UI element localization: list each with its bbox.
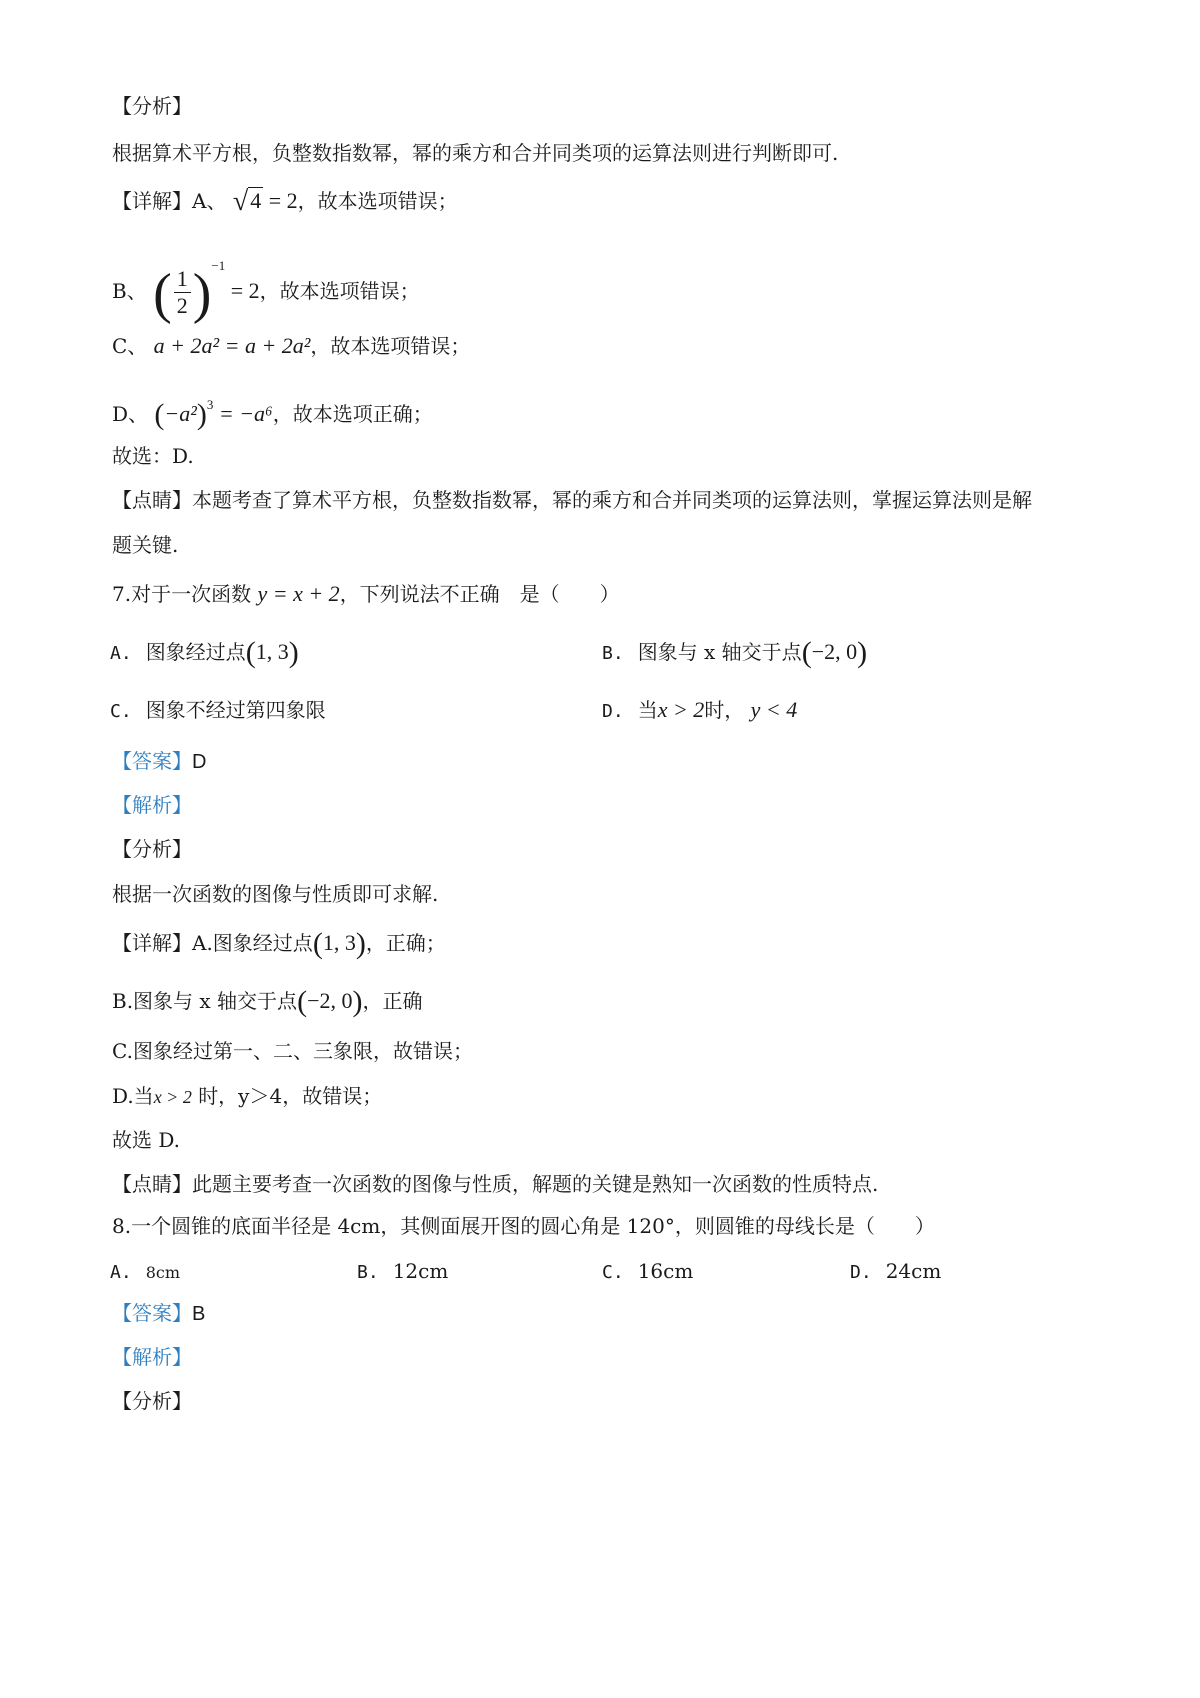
c-expression: a + 2a² = a + 2a² xyxy=(153,333,311,358)
q7-remark: 【点睛】此题主要考查一次函数的图像与性质，解题的关键是熟知一次函数的性质特点. xyxy=(112,1172,879,1196)
q7-detail-d: D.当x > 2 时，y＞4，故错误； xyxy=(112,1084,383,1108)
remark-heading: 【点睛】 xyxy=(112,488,192,512)
q7-detail-c: C.图象经过第一、二、三象限，故错误； xyxy=(112,1039,473,1063)
q7-option-d: D. 当x > 2时， y < 4 xyxy=(602,697,798,722)
q7-detail-b: B.图象与 x 轴交于点(−2, 0)，正确 xyxy=(112,985,423,1018)
detail-heading: 【详解】 xyxy=(112,931,192,955)
detail-a: 【详解】A、 √4 = 2，故本选项错误； xyxy=(112,186,458,217)
q7-analysis-text: 根据一次函数的图像与性质即可求解. xyxy=(112,882,439,906)
detail-b: B、 ( $\frac{1}{2}$ )$^{-1}$ = 2，故本选项错误； xyxy=(112,258,420,325)
q8-option-b: B. 12cm xyxy=(357,1259,449,1283)
answer-heading: 【答案】 xyxy=(112,1301,192,1325)
q8-explanation-heading: 【解析】 xyxy=(112,1345,192,1369)
q8-answer xyxy=(112,1299,205,1328)
q7-analysis-heading: 【分析】 xyxy=(112,837,192,861)
q7-detail-a: 【详解】A.图象经过点(1, 3)，正确； xyxy=(112,927,446,960)
answer-value: B xyxy=(192,1303,206,1325)
q7-option-a: A. 图象经过点(1, 3) xyxy=(110,636,299,669)
detail-c: C、 a + 2a² = a + 2a²，故本选项错误； xyxy=(112,333,471,358)
q7-option-c: C. 图象不经过第四象限 xyxy=(110,698,326,722)
detail-heading: 【详解】 xyxy=(112,189,192,213)
remark-heading: 【点睛】 xyxy=(112,1172,192,1196)
q7-option-b: B. 图象与 x 轴交于点(−2, 0) xyxy=(602,636,868,669)
q8-option-c: C. 16cm xyxy=(602,1259,694,1283)
d-expression: $(-a^2)^3 = -a^6$ xyxy=(154,397,273,431)
fraction-power-expression: ( $\frac{1}{2}$ )$^{-1}$ = 2 xyxy=(153,258,260,325)
answer-value: D xyxy=(192,751,207,773)
q8-option-a: A. 8cm xyxy=(110,1262,180,1283)
question-7-stem: 7.对于一次函数 y = x + 2，下列说法不正确 是（ ） xyxy=(112,581,620,606)
analysis-text: 根据算术平方根，负整数指数幂，幂的乘方和合并同类项的运算法则进行判断即可. xyxy=(112,141,839,165)
conclusion: 故选：D. xyxy=(112,444,194,468)
remark-line-1: 【点睛】本题考查了算术平方根，负整数指数幂，幂的乘方和合并同类项的运算法则，掌握运算法则是解 xyxy=(112,488,1032,512)
sqrt-expression: √4 = 2 xyxy=(232,186,298,217)
answer-heading: 【答案】 xyxy=(112,749,192,773)
q8-analysis-heading: 【分析】 xyxy=(112,1389,192,1413)
q7-answer xyxy=(112,747,206,776)
fraction: $\frac{1}{2}$ xyxy=(174,266,191,319)
q7-explanation-heading: 【解析】 xyxy=(112,793,192,817)
question-8-stem: 8.一个圆锥的底面半径是 4cm，其侧面展开图的圆心角是 120°，则圆锥的母线长是（ ） xyxy=(112,1214,935,1238)
q7-conclusion: 故选 D. xyxy=(112,1128,181,1152)
detail-d: D、 $(-a^2)^3 = -a^6$，故本选项正确； xyxy=(112,397,433,431)
remark-line-2: 题关键. xyxy=(112,533,179,557)
q8-option-d: D. 24cm xyxy=(850,1259,942,1283)
analysis-heading: 【分析】 xyxy=(112,94,192,118)
